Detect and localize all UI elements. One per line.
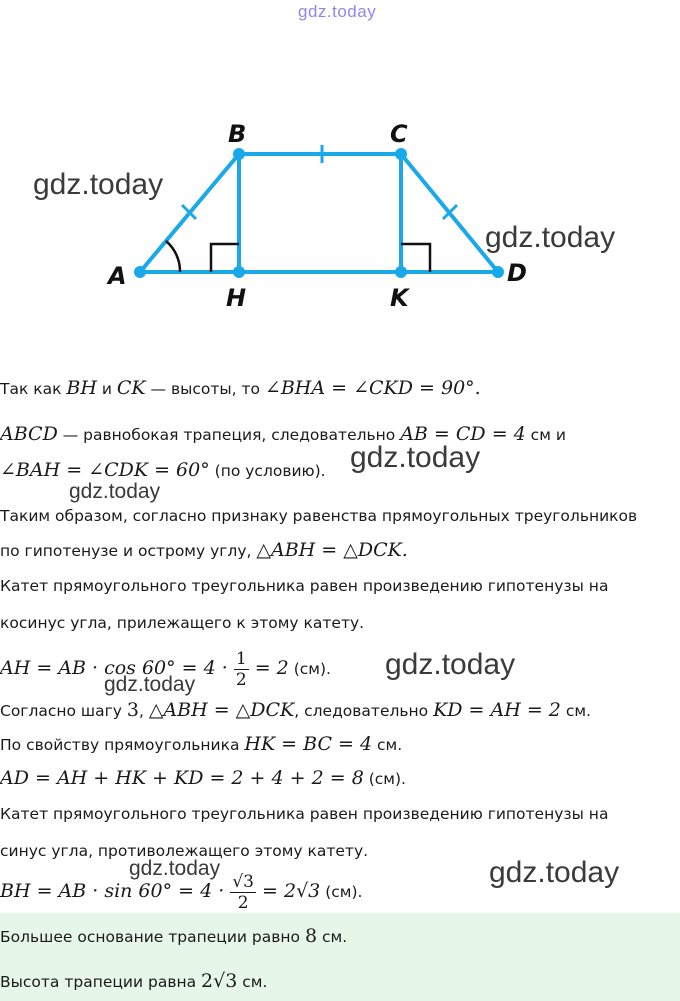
watermark-text-1: gdz.today	[350, 441, 481, 474]
watermark-text-6: gdz.today	[489, 856, 620, 889]
label-k: K	[390, 284, 409, 312]
trapezoid-diagram	[0, 0, 680, 330]
solution-line-6: Катет прямоугольного треугольника равен произведению гипотенузы на	[0, 577, 609, 595]
label-h: H	[226, 284, 247, 312]
answer-line-1: Большее основание трапеции равно 8 см.	[0, 925, 348, 947]
fraction-1-2: $\frac{1}{2}$	[235, 649, 247, 690]
right-angle-k	[401, 244, 430, 272]
label-c: C	[390, 120, 408, 148]
watermark-top: gdz.today	[298, 2, 377, 21]
fraction-sqrt3-2: $\frac{√3}{2}$	[232, 872, 254, 913]
solution-line-4: Таким образом, согласно признаку равенства прямоугольных треугольников	[0, 507, 638, 525]
solution-line-13: синус угла, противолежащего этому катету.	[0, 842, 369, 860]
answer-line-2: Высота трапеции равна 2√3 см.	[0, 970, 268, 992]
point-h	[233, 266, 245, 278]
solution-line-2: ABCD — равнобокая трапеция, следовательно AB = CD = 4 см и	[0, 423, 566, 445]
solution-line-10: По свойству прямоугольника HK = BC = 4 см.	[0, 733, 403, 755]
label-b: B	[228, 120, 247, 148]
angle-a-arc	[166, 241, 180, 272]
watermark-diagram-left: gdz.today	[33, 168, 164, 201]
point-a	[134, 266, 146, 278]
watermark-text-5: gdz.today	[129, 857, 221, 880]
solution-line-8: AH = AB · cos 60° = 4 · $\frac{1}{2}$ = 2 (см).	[0, 649, 331, 690]
point-d	[492, 266, 504, 278]
watermark-text-4: gdz.today	[104, 673, 196, 696]
watermark-text-2: gdz.today	[69, 480, 161, 503]
watermark-text-3: gdz.today	[385, 648, 516, 681]
watermark-diagram-right: gdz.today	[485, 221, 616, 254]
point-b	[233, 148, 245, 160]
label-a: A	[108, 262, 127, 290]
solution-line-11: AD = AH + HK + KD = 2 + 4 + 2 = 8 (см).	[0, 767, 406, 789]
label-d: D	[507, 259, 527, 287]
solution-line-9: Согласно шагу 3, △ABH = △DCK, следовательно KD = AH = 2 см.	[0, 699, 591, 721]
solution-line-5: по гипотенузе и острому углу, △ABH = △DCK.	[0, 539, 408, 561]
solution-line-14: BH = AB · sin 60° = 4 · $\frac{√3}{2}$ = 2√3 (см).	[0, 872, 363, 913]
solution-line-12: Катет прямоугольного треугольника равен произведению гипотенузы на	[0, 805, 609, 823]
point-c	[395, 148, 407, 160]
solution-line-1: Так как BH и CK — высоты, то ∠BHA = ∠CKD = 90°.	[0, 377, 481, 399]
solution-line-3: ∠BAH = ∠CDK = 60° (по условию).	[0, 459, 326, 481]
point-k	[395, 266, 407, 278]
solution-line-7: косинус угла, прилежащего к этому катету.	[0, 614, 365, 632]
